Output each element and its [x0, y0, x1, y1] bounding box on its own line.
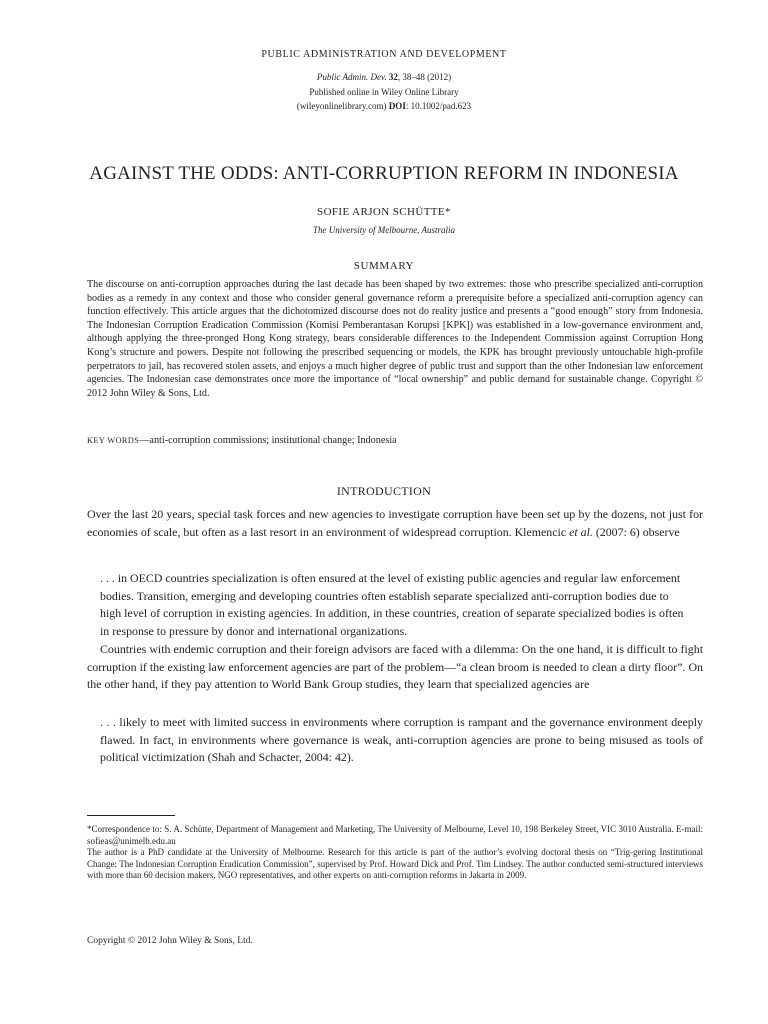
- introduction-heading: INTRODUCTION: [336, 484, 432, 498]
- block-quote-2: . . . likely to meet with limited success in environments where corruption is rampant and the governance environment deeply flawed. In fact, in environments where governance is weak, anti-corruption agencies are prone to being misused as tools of political victimization (Shah and Schacter, 2004: 42).: [100, 715, 703, 764]
- intro-paragraph-2: Countries with endemic corruption and their foreign advisors are faced with a dilemma: On the one hand, it is difficult to fight corruption if the existing law enforcement agencies are part of the problem—“a clean broom is needed to clean a dirty floor”. On the other hand, if they pay attention to World Bank Group studies, they learn that specialized agencies are: [87, 642, 703, 691]
- summary-heading: SUMMARY: [353, 260, 415, 272]
- article-author: SOFIE ARJON SCHÜTTE*: [317, 206, 451, 218]
- keywords-line: [87, 435, 703, 446]
- keywords-list: —anti-corruption commissions; institutional change; Indonesia: [139, 435, 397, 446]
- block-quote-1: . . . in OECD countries specialization is often ensured at the level of existing public agencies and regular law enforcement bodies. Transition, emerging and developing countries often establish separate specialized anti-corruption bodies due to high level of corruption in existing agencies. In addition, in these countries, creation of separate specialized bodies is often in response to pressure by donor and international organizations.: [100, 571, 684, 638]
- summary-text: The discourse on anti-corruption approaches during the last decade has been shaped by two extremes: those who prescribe specialized anti-corruption bodies as a remedy in any context and those who consider general governance reform a prerequisite before a specialized anti-corruption agency can function effectively. This article argues that the dichotomized discourse does not do reality justice and presents a “good enough” story from Indonesia. The Indonesian Corruption Eradication Commission (Komisi Pemberantasan Korupsi [KPK]) was established in a low-governance environment and, although applying the three-pronged Hong Kong strategy, bears considerable differences to the Independent Commission against Corruption Hong Kong’s structure and powers. Despite not following the prescribed sequencing or models, the KPK has brought previously untouchable high-profile perpetrators to jail, has recovered stolen assets, and enjoys a much higher degree of public trust and support than the other Indonesian law enforcement agencies. The Indonesian case demonstrates once more the importance of “local ownership” and public demand for sustainable change. Copyright © 2012 John Wiley & Sons, Ltd.: [87, 279, 703, 399]
- intro-paragraph-1: [87, 506, 703, 541]
- citation-line: [0, 72, 768, 82]
- article-title: AGAINST THE ODDS: ANTI-CORRUPTION REFORM IN INDONESIA: [89, 163, 679, 184]
- correspondence-note: *Correspondence to: S. A. Schütte, Department of Management and Marketing, The University of Melbourne, Level 10, 198 Berkeley Street, VIC 3010 Australia. E-mail: sofieas@unimelb.edu.au: [87, 824, 703, 846]
- journal-name: PUBLIC ADMINISTRATION AND DEVELOPMENT: [261, 49, 507, 60]
- intro-p1-text-a: Over the last 20 years, special task forces and new agencies to investigate corruption have been set up by the dozens, not just for economies of scale, but often as a last resort in an environment of widespread corruption. Klemencic: [87, 507, 703, 539]
- citation-journal: Public Admin. Dev.: [316, 72, 387, 82]
- keywords-label: KEY WORDS: [87, 436, 140, 445]
- citation-volume: 32: [388, 72, 398, 82]
- published-online-line: Published online in Wiley Online Library: [309, 87, 459, 97]
- copyright-footer: Copyright © 2012 John Wiley & Sons, Ltd.: [87, 936, 253, 946]
- doi-line: [0, 101, 768, 111]
- citation-pages: , 38–48 (2012): [397, 72, 452, 82]
- author-affiliation: The University of Melbourne, Australia: [312, 225, 456, 235]
- doi-value[interactable]: : 10.1002/pad.623: [405, 101, 472, 111]
- footnotes: [87, 824, 703, 882]
- author-note: The author is a PhD candidate at the University of Melbourne. Research for this article is part of the author’s evolving doctoral thesis on “Trig-gering Institutional Change: The Indonesian Corruption Eradication Commission”, supervised by Prof. Howard Dick and Prof. Tim Lindsey. The author conducted semi-structured interviews with more than 60 decision makers, NGO representatives, and other experts on anti-corruption reforms in Jakarta in 2009.: [87, 847, 703, 880]
- intro-p1-etal: et al.: [569, 524, 593, 539]
- doi-label: DOI: [388, 101, 406, 111]
- intro-p1-text-b: (2007: 6) observe: [592, 524, 680, 539]
- site-url[interactable]: (wileyonlinelibrary.com): [296, 101, 387, 111]
- footnote-divider: [87, 815, 175, 816]
